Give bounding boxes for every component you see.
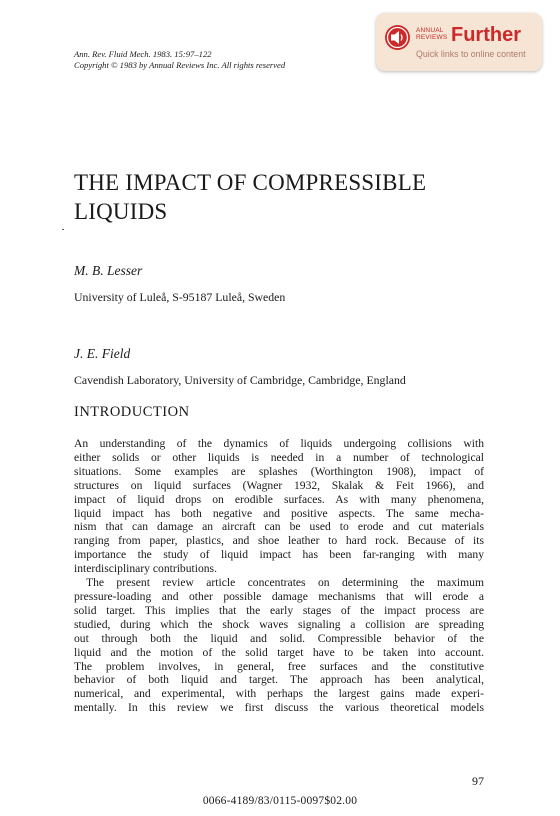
author-name: M. B. Lesser <box>74 263 143 278</box>
citation-line-1: Ann. Rev. Fluid Mech. 1983. 15:97–122 <box>74 49 212 59</box>
speaker-icon <box>384 24 411 51</box>
article-body <box>74 437 484 715</box>
annual-reviews-further-banner[interactable] <box>376 13 542 71</box>
banner-brand-bottom: REVIEWS <box>416 33 448 41</box>
banner-subtitle: Quick links to online content <box>416 49 526 59</box>
banner-brand-top: ANNUAL <box>416 27 444 34</box>
citation-line-2: Copyright © 1983 by Annual Reviews Inc. All rights reserved <box>74 60 286 70</box>
text-line: The present review article concentrates on determining the maximum <box>86 576 484 590</box>
text-line: numerical, and experimental, with perhaps the largest gains made experi- <box>74 687 484 701</box>
author-affiliation: Cavendish Laboratory, University of Cambridge, Cambridge, England <box>74 373 406 387</box>
text-line: out through both the liquid and solid. Compressible behavior of the <box>74 631 484 645</box>
author-affiliation: University of Luleå, S-95187 Luleå, Sweden <box>74 290 286 304</box>
text-line: solid target. This implies that the early stages of the impact process are <box>74 603 484 617</box>
text-line: interdisciplinary contributions. <box>74 562 217 576</box>
author-name: J. E. Field <box>74 346 131 361</box>
section-heading: INTRODUCTION <box>74 404 190 420</box>
text-line: mentally. In this review we first discuss the various theoretical models <box>74 701 484 715</box>
text-line: studied, during which the shock waves signaling a collision are spreading <box>74 617 484 631</box>
paragraph-2 <box>74 576 484 715</box>
footer-code: 0066-4189/83/0115-0097$02.00 <box>202 795 358 807</box>
text-line: liquid impact has both negative and positive aspects. The same mecha- <box>74 506 484 520</box>
paragraph-1 <box>74 437 484 576</box>
text-line: behavior of both liquid and target. The approach has been analytical, <box>74 673 484 687</box>
stray-mark <box>62 229 64 230</box>
banner-title: Further <box>451 24 521 46</box>
text-line: nism that can damage an aircraft can be used to erode and cut materials <box>74 520 484 534</box>
text-line: The problem involves, in general, free surfaces and the constitutive <box>74 659 484 673</box>
text-line: ranging from paper, plastics, and shoe leather to hard rock. Because of its <box>74 534 484 548</box>
page-number: 97 <box>472 774 484 788</box>
text-line: liquid and the motion of the solid target have to be taken into account. <box>74 645 484 659</box>
banner-brand <box>416 28 447 41</box>
text-line: An understanding of the dynamics of liquids undergoing collisions with <box>74 437 484 450</box>
text-line: structures on liquid surfaces (Wagner 1932, Skalak & Feit 1966), and <box>74 478 484 492</box>
article-title <box>74 168 494 226</box>
text-line: situations. Some examples are splashes (Worthington 1908), impact of <box>74 464 484 478</box>
title-line-1: THE IMPACT OF COMPRESSIBLE <box>74 170 427 195</box>
text-line: either solids or other liquids is needed in a number of technological <box>74 450 484 464</box>
text-line: importance the study of liquid impact has been far-ranging with many <box>74 548 484 562</box>
journal-citation <box>74 49 374 71</box>
text-line: pressure-loading and other possible damage mechanisms that will erode a <box>74 589 484 603</box>
title-line-2: LIQUIDS <box>74 199 168 224</box>
text-line: impact of liquid drops on erodible surfaces. As with many phenomena, <box>74 492 484 506</box>
